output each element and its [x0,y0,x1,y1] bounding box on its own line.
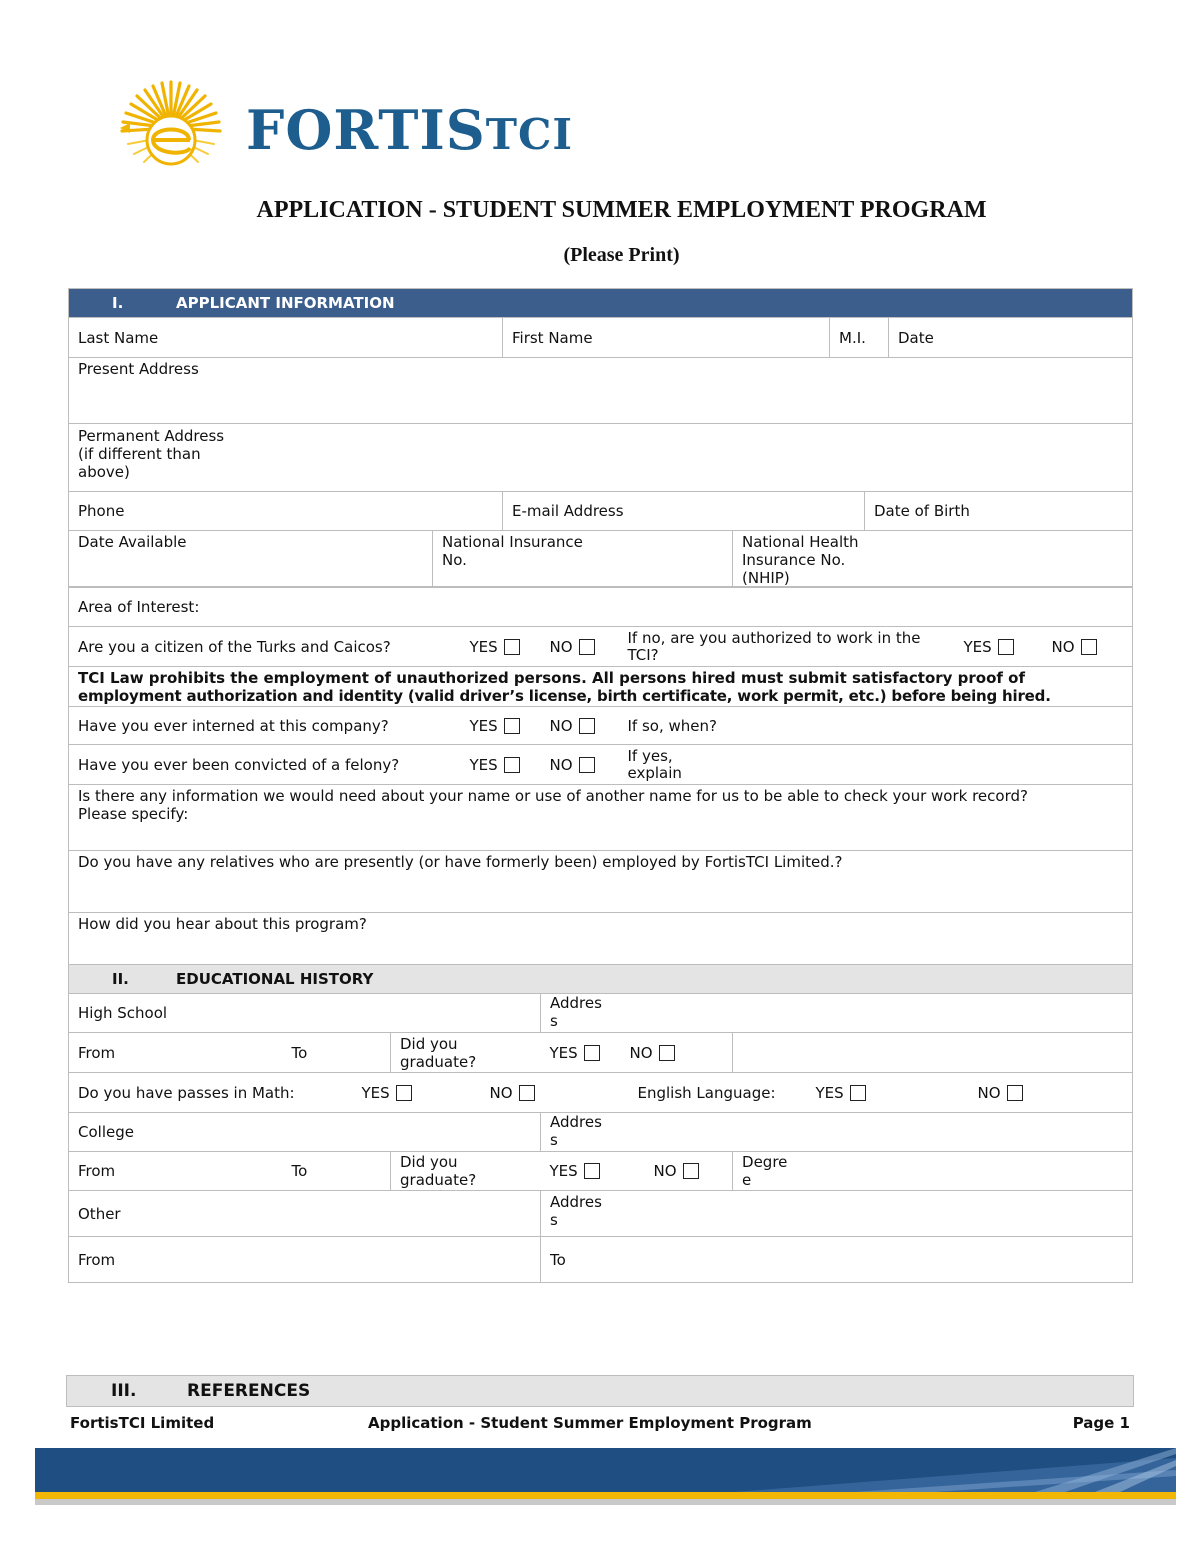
high-school-no-option[interactable] [621,1033,733,1073]
date-field[interactable] [889,318,1133,358]
high-school-graduated-question [391,1033,541,1073]
no-label: NO [1051,637,1075,656]
degree-label-1: Degre [742,1153,788,1171]
passes-table [68,1072,1133,1113]
date-of-birth-field[interactable] [865,492,1133,531]
document-subtitle: (Please Print) [563,244,680,266]
logo-brand: FORTIS [246,98,486,162]
nhip-label-2: Insurance No. [742,551,846,569]
educational-history-table [68,964,1133,1073]
other-name-question-1: Is there any information we would need about your name or use of another name for us to be able to check your work record? [78,787,1028,805]
citizen-question-label: Are you a citizen of the Turks and Caicos? [78,637,391,656]
high-school-field[interactable] [69,994,541,1033]
nhip-field[interactable] [733,531,1133,588]
applicant-fields-table [68,317,1133,492]
high-school-to-field[interactable] [283,1033,391,1073]
authorized-yes-checkbox[interactable] [998,639,1014,655]
college-yes-checkbox[interactable] [584,1163,600,1179]
nhip-label-1: National Health [742,533,859,551]
high-school-yes-checkbox[interactable] [584,1045,600,1061]
high-school-no-checkbox[interactable] [659,1045,675,1061]
section-number: III. [111,1381,137,1401]
other-from-field[interactable] [69,1237,541,1283]
college-no-option[interactable] [645,1152,733,1191]
high-school-label: High School [78,1004,168,1022]
college-to-field[interactable] [283,1152,391,1191]
no-label: NO [629,1043,653,1062]
address-label-1: Addres [550,1193,602,1211]
tci-law-notice-line-1: TCI Law prohibits the employment of unauthorized persons. All persons hired must submit satisfactory proof of [78,668,1025,687]
mi-label: M.I. [839,328,866,347]
email-field[interactable] [503,492,865,531]
graduate-label-1: Did you [400,1034,458,1053]
date-of-birth-label: Date of Birth [874,502,970,520]
nhip-label-3: (NHIP) [742,569,790,587]
from-label: From [78,1250,116,1269]
felony-yes-checkbox[interactable] [504,757,520,773]
math-no-checkbox[interactable] [519,1085,535,1101]
last-name-label: Last Name [78,328,159,347]
to-label: To [550,1250,566,1269]
applicant-information-table [68,288,1133,318]
college-label: College [78,1123,134,1141]
permanent-address-field[interactable] [69,424,1133,492]
section-title: EDUCATIONAL HISTORY [176,970,374,988]
yes-label: YES [469,755,498,774]
authorized-question-label-2: TCI? [627,645,659,664]
english-no-checkbox[interactable] [1007,1085,1023,1101]
ids-fields-table [68,530,1133,588]
yes-label: YES [963,637,992,656]
to-label: To [291,1162,308,1180]
permanent-address-note-2: above) [78,463,130,481]
graduate-label-1: Did you [400,1153,458,1171]
college-degree-field[interactable] [733,1152,1133,1191]
date-available-label: Date Available [78,533,187,551]
last-name-field[interactable] [69,318,503,358]
interned-question [69,707,461,745]
section-number: II. [112,970,129,988]
no-label: NO [549,637,573,656]
college-address-field[interactable] [541,1113,1133,1152]
from-label: From [78,1162,116,1180]
questions-table [68,586,1133,965]
interned-when-field[interactable] [619,707,1133,745]
college-field[interactable] [69,1113,541,1152]
high-school-yes-option[interactable] [541,1033,621,1073]
yes-label: YES [469,637,498,656]
address-label-2: s [550,1012,558,1030]
authorized-yes-option[interactable] [955,627,1043,667]
authorized-question-label-1: If no, are you authorized to work in the [627,628,921,647]
national-insurance-field[interactable] [433,531,733,588]
authorized-no-checkbox[interactable] [1081,639,1097,655]
math-yes-option[interactable] [353,1073,481,1113]
yes-label: YES [815,1083,844,1102]
national-insurance-label-2: No. [442,551,467,569]
citizen-no-checkbox[interactable] [579,639,595,655]
present-address-field[interactable] [69,358,1133,424]
section-title: APPLICANT INFORMATION [176,294,395,312]
relatives-field[interactable] [69,851,1133,913]
email-label: E-mail Address [512,502,624,520]
citizen-no-option[interactable] [541,627,619,667]
date-label: Date [898,328,934,347]
college-graduated-question [391,1152,541,1191]
interned-no-checkbox[interactable] [579,718,595,734]
section-header-applicant-information [69,289,1133,318]
english-yes-checkbox[interactable] [850,1085,866,1101]
footer-decorative-band [35,1448,1176,1508]
citizen-yes-option[interactable] [461,627,541,667]
college-yes-option[interactable] [541,1152,645,1191]
no-label: NO [549,755,573,774]
english-passes-question [629,1073,807,1113]
to-label: To [291,1043,308,1062]
logo-suffix: TCI [485,110,574,159]
citizen-yes-checkbox[interactable] [504,639,520,655]
section-title: REFERENCES [187,1381,311,1401]
college-from-field[interactable] [69,1152,283,1191]
math-passes-question [69,1073,353,1113]
section-number: I. [112,294,124,312]
felony-explain-label-1: If yes, [627,746,673,765]
no-label: NO [653,1162,677,1180]
permanent-address-label: Permanent Address [78,427,225,445]
present-address-label: Present Address [78,360,199,378]
high-school-address-field[interactable] [541,994,1133,1033]
yes-label: YES [469,716,498,735]
tci-law-notice-line-2: employment authorization and identity (valid driver’s license, birth certificate, work permit, etc.) before being hired. [78,686,1051,705]
english-label: English Language: [637,1083,776,1102]
logo-wordmark [246,100,573,165]
tci-law-notice [69,667,1133,707]
interned-yes-option[interactable] [461,707,541,745]
authorized-no-option[interactable] [1043,627,1133,667]
math-yes-checkbox[interactable] [396,1085,412,1101]
graduate-label-2: graduate? [400,1171,477,1189]
document-title: APPLICATION - STUDENT SUMMER EMPLOYMENT PROGRAM [256,197,987,223]
yes-label: YES [361,1083,390,1102]
footer-document-name: Application - Student Summer Employment Program [368,1414,812,1432]
address-label-2: s [550,1211,558,1229]
felony-question [69,745,461,785]
high-school-blank-field[interactable] [733,1033,1133,1073]
felony-explain-label-2: explain [627,763,682,782]
math-passes-label: Do you have passes in Math: [78,1083,295,1102]
yes-label: YES [549,1043,578,1062]
footer-company: FortisTCI Limited [70,1414,215,1432]
section-header-educational-history [69,965,1133,994]
no-label: NO [977,1083,1001,1102]
area-of-interest-field[interactable] [69,587,1133,627]
other-name-question-2: Please specify: [78,805,189,823]
math-no-option[interactable] [481,1073,629,1113]
felony-yes-option[interactable] [461,745,541,785]
high-school-from-field[interactable] [69,1033,283,1073]
sunburst-logo-icon [120,82,220,164]
interned-no-option[interactable] [541,707,619,745]
no-label: NO [549,716,573,735]
mi-field[interactable] [830,318,889,358]
first-name-field[interactable] [503,318,830,358]
hear-about-question: How did you hear about this program? [78,915,367,933]
permanent-address-note-1: (if different than [78,445,201,463]
felony-explain-field[interactable] [619,745,1133,785]
first-name-label: First Name [512,328,593,347]
address-label-1: Addres [550,994,602,1012]
other-school-label: Other [78,1204,121,1223]
felony-no-option[interactable] [541,745,619,785]
from-label: From [78,1043,116,1062]
college-table [68,1112,1133,1283]
section-header-references [66,1375,1134,1407]
date-available-field[interactable] [69,531,433,588]
english-yes-option[interactable] [807,1073,969,1113]
other-school-field[interactable] [69,1191,541,1237]
area-of-interest-label: Area of Interest: [78,597,200,616]
interned-when-label: If so, when? [627,716,717,735]
relatives-question: Do you have any relatives who are presently (or have formerly been) employed by FortisTCI Limited.? [78,853,843,871]
felony-no-checkbox[interactable] [579,757,595,773]
national-insurance-label-1: National Insurance [442,533,583,551]
phone-label: Phone [78,502,125,520]
citizen-question [69,627,461,667]
yes-label: YES [549,1162,578,1180]
other-address-field[interactable] [541,1191,1133,1237]
english-no-option[interactable] [969,1073,1133,1113]
college-no-checkbox[interactable] [683,1163,699,1179]
other-to-field[interactable] [541,1237,1133,1283]
graduate-label-2: graduate? [400,1052,477,1071]
address-label-1: Addres [550,1113,602,1131]
hear-about-field[interactable] [69,913,1133,965]
other-name-field[interactable] [69,785,1133,851]
degree-label-2: e [742,1171,752,1189]
contact-fields-table [68,491,1133,531]
felony-question-label: Have you ever been convicted of a felony? [78,755,400,774]
interned-yes-checkbox[interactable] [504,718,520,734]
footer-page-number: Page 1 [1072,1414,1130,1432]
authorized-question [619,627,955,667]
phone-field[interactable] [69,492,503,531]
interned-question-label: Have you ever interned at this company? [78,716,389,735]
no-label: NO [489,1083,513,1102]
address-label-2: s [550,1131,558,1149]
